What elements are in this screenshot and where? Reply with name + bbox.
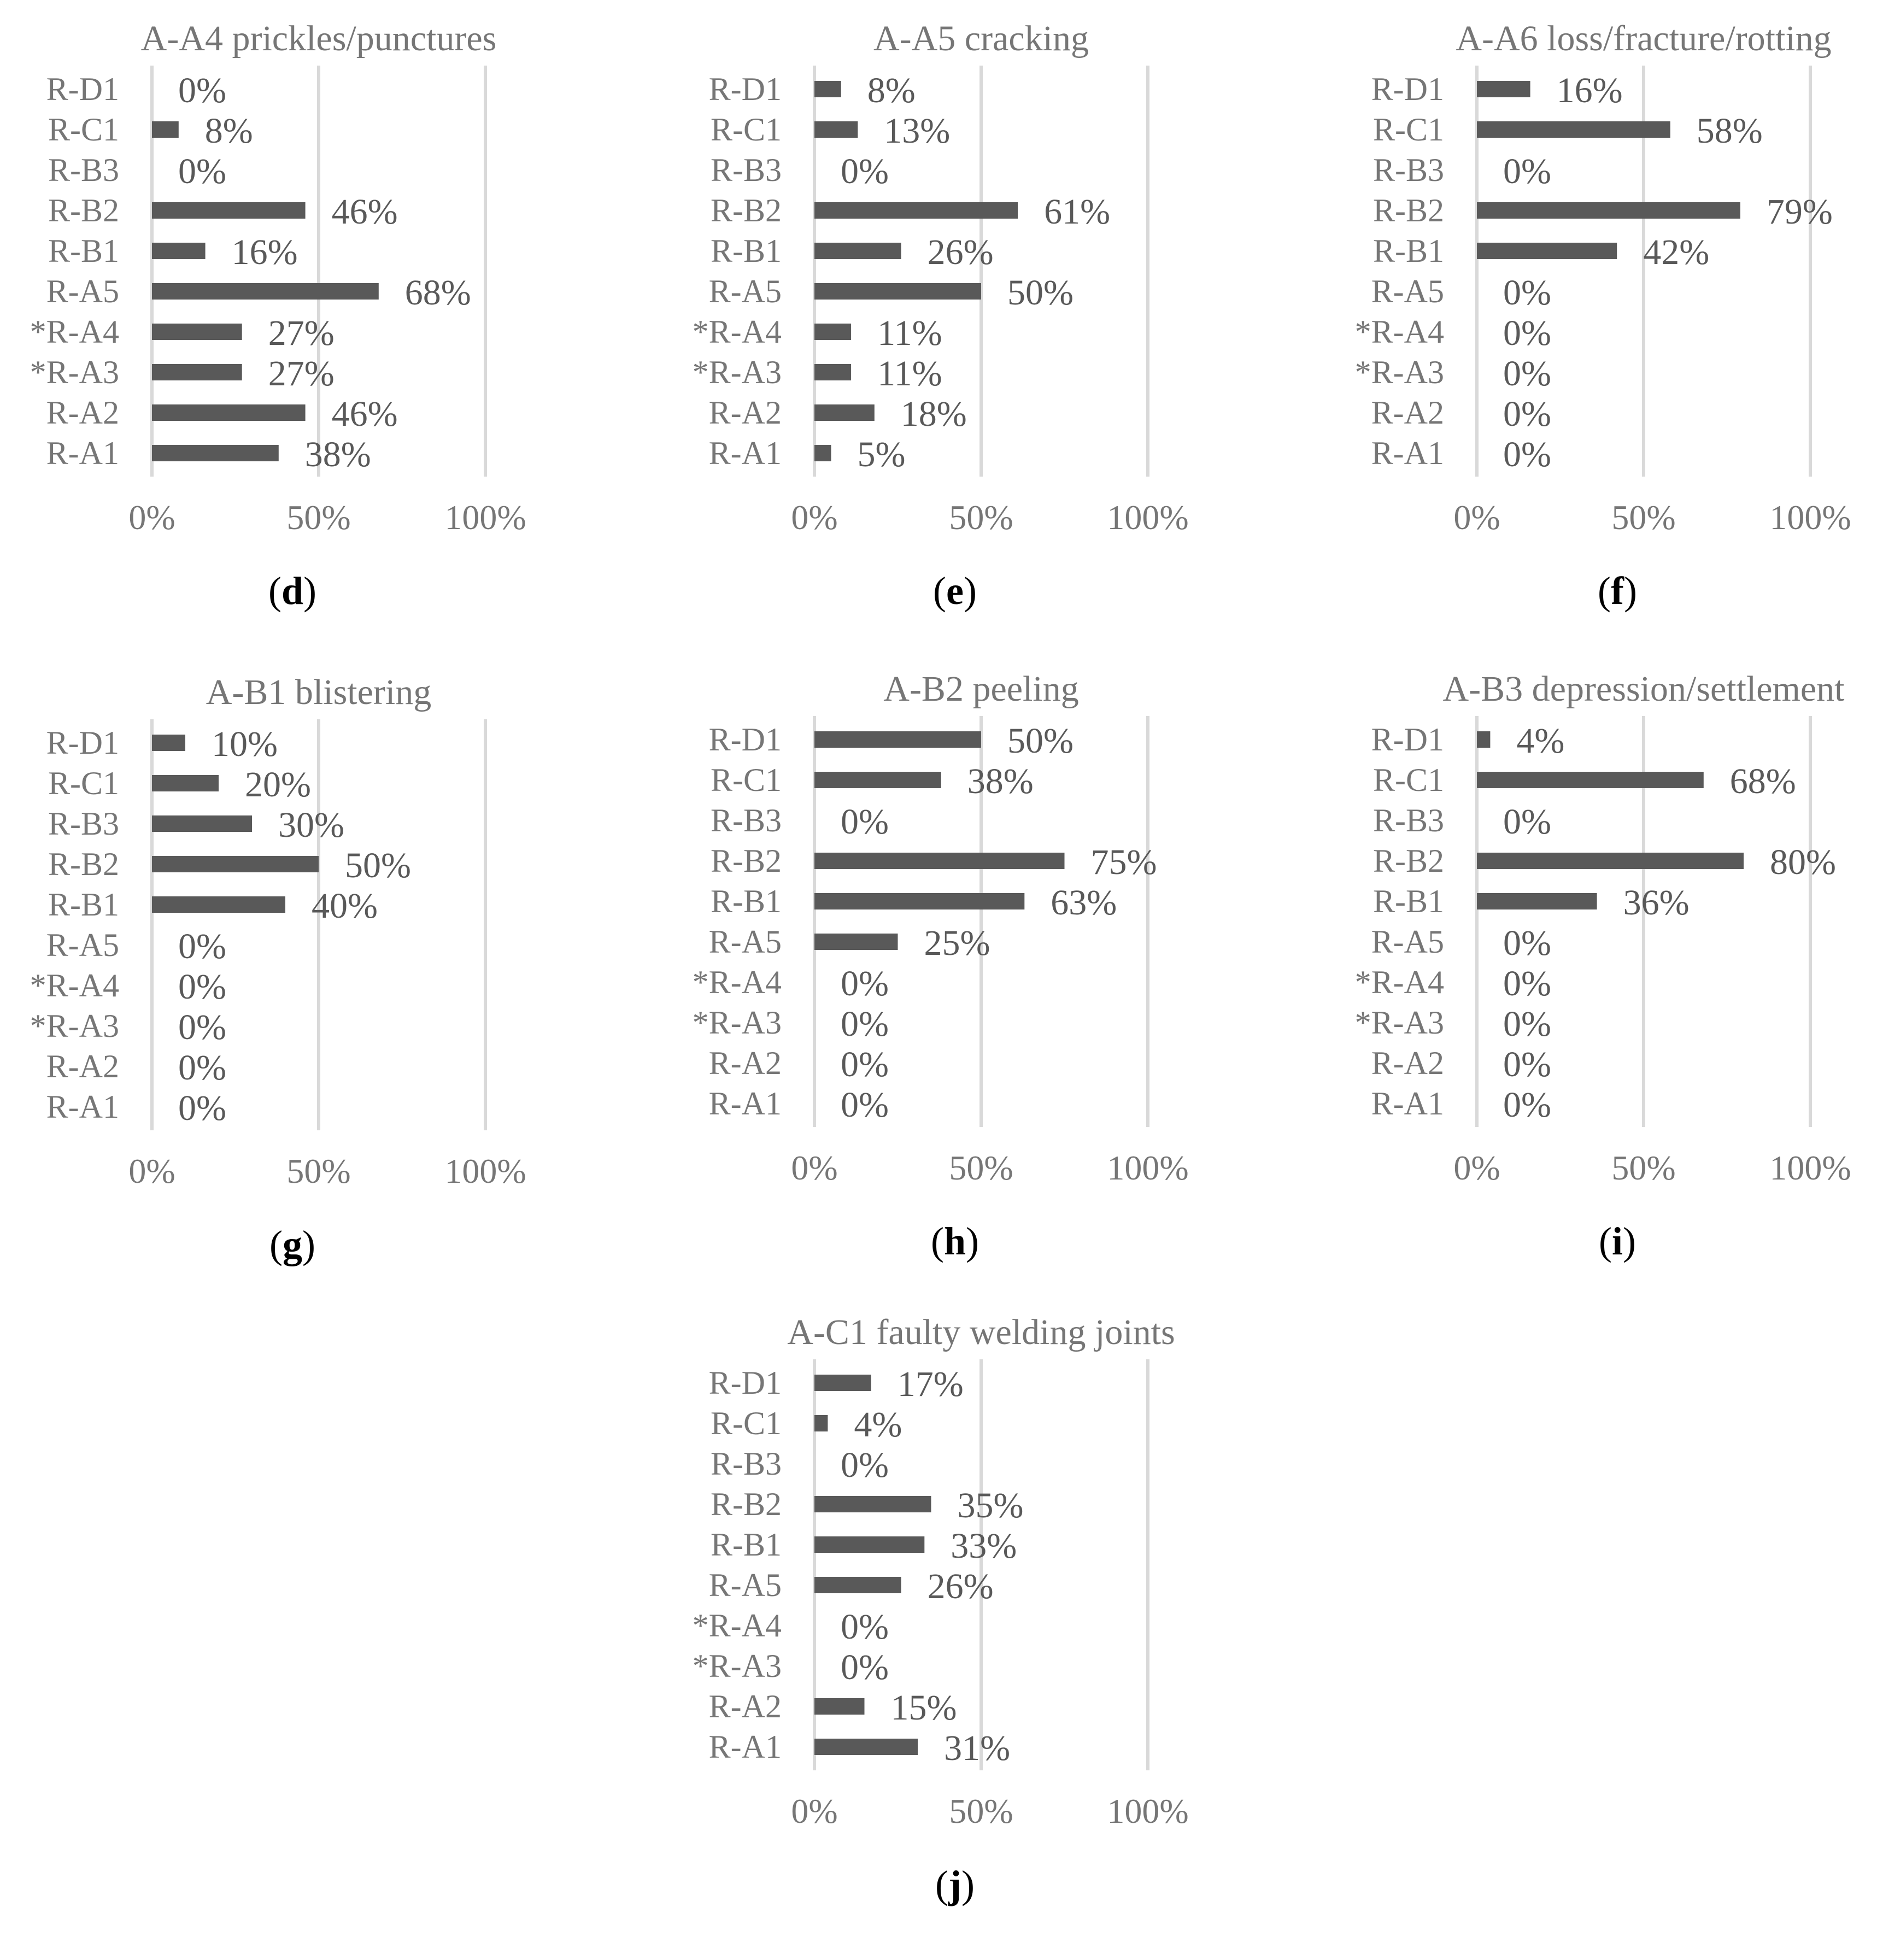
chart-title: A-B1 blistering xyxy=(206,672,432,712)
x-tick-label: 50% xyxy=(949,1148,1013,1187)
bar xyxy=(1477,772,1704,788)
category-label: R-A5 xyxy=(46,273,119,309)
category-label: R-A1 xyxy=(708,1085,782,1122)
bar xyxy=(814,1496,931,1512)
category-label: R-B2 xyxy=(710,1486,782,1522)
x-tick-label: 100% xyxy=(444,1152,526,1190)
panel-label: (i) xyxy=(1599,1219,1636,1263)
chart-panel-e xyxy=(662,0,1264,629)
bar xyxy=(152,445,279,461)
bar xyxy=(814,121,858,138)
data-label: 0% xyxy=(178,71,226,110)
data-label: 0% xyxy=(841,1044,889,1084)
category-label: R-A2 xyxy=(46,395,119,431)
category-label: R-A1 xyxy=(708,435,782,471)
chart-title: A-A6 loss/fracture/rotting xyxy=(1456,19,1832,58)
category-label: R-B3 xyxy=(1372,802,1444,838)
bar xyxy=(814,283,981,300)
category-label: *R-A4 xyxy=(1354,964,1444,1000)
category-label: R-A2 xyxy=(1371,395,1444,431)
bar xyxy=(152,364,242,380)
bar xyxy=(1477,731,1490,748)
category-label: R-B2 xyxy=(1372,192,1444,228)
x-tick-label: 50% xyxy=(949,1792,1013,1830)
x-tick-label: 0% xyxy=(128,1152,175,1190)
category-label: R-A5 xyxy=(1371,273,1444,309)
bar xyxy=(814,731,981,748)
bar xyxy=(814,1415,828,1431)
bar xyxy=(814,243,901,259)
data-label: 27% xyxy=(268,313,335,353)
category-label: R-B1 xyxy=(710,883,782,919)
category-label: *R-A4 xyxy=(692,964,782,1000)
data-label: 30% xyxy=(278,805,344,845)
x-tick-label: 100% xyxy=(444,498,526,537)
data-label: 68% xyxy=(1729,761,1796,801)
category-label: *R-A3 xyxy=(692,1005,782,1041)
data-label: 68% xyxy=(404,273,471,313)
data-label: 0% xyxy=(178,1088,226,1128)
chart-svg xyxy=(0,654,601,1282)
data-label: 26% xyxy=(927,232,994,272)
x-tick-label: 0% xyxy=(791,1792,838,1830)
category-label: R-A5 xyxy=(46,927,119,963)
category-label: R-B1 xyxy=(710,233,782,269)
bar xyxy=(152,404,306,421)
data-label: 0% xyxy=(841,1445,889,1485)
chart-svg xyxy=(1325,650,1877,1279)
data-label: 0% xyxy=(178,1007,226,1047)
category-label: *R-A4 xyxy=(692,314,782,350)
bar xyxy=(814,445,831,461)
category-label: R-A1 xyxy=(46,1089,119,1125)
bar xyxy=(814,893,1024,909)
x-tick-label: 50% xyxy=(286,1152,351,1190)
chart-svg xyxy=(1325,0,1877,629)
data-label: 11% xyxy=(877,354,942,394)
bar xyxy=(152,202,306,219)
data-label: 4% xyxy=(854,1405,902,1445)
category-label: R-A1 xyxy=(1371,435,1444,471)
category-label: R-B2 xyxy=(48,192,119,228)
data-label: 0% xyxy=(1503,923,1551,963)
x-tick-label: 50% xyxy=(1611,1148,1676,1187)
category-label: R-C1 xyxy=(1372,112,1444,148)
data-label: 5% xyxy=(857,435,906,474)
category-label: R-D1 xyxy=(708,71,782,107)
chart-title: A-B3 depression/settlement xyxy=(1442,669,1845,709)
category-label: R-B3 xyxy=(48,806,119,842)
data-label: 17% xyxy=(897,1364,964,1404)
data-label: 18% xyxy=(900,394,967,434)
data-label: 8% xyxy=(867,71,916,110)
data-label: 16% xyxy=(1556,71,1623,110)
data-label: 0% xyxy=(841,1004,889,1044)
bar xyxy=(152,815,252,832)
bar xyxy=(814,1536,924,1553)
bar xyxy=(814,934,898,950)
data-label: 27% xyxy=(268,354,335,394)
category-label: R-D1 xyxy=(1371,71,1444,107)
bar xyxy=(152,243,206,259)
category-label: R-A2 xyxy=(708,1045,782,1081)
category-label: R-A5 xyxy=(1371,924,1444,960)
data-label: 36% xyxy=(1623,883,1690,923)
category-label: R-B3 xyxy=(710,802,782,838)
category-label: *R-A3 xyxy=(692,354,782,390)
data-label: 0% xyxy=(1503,435,1551,474)
category-label: *R-A3 xyxy=(30,1008,119,1044)
x-tick-label: 100% xyxy=(1769,1148,1851,1187)
bar xyxy=(814,81,841,97)
chart-panel-i xyxy=(1325,650,1877,1279)
data-label: 11% xyxy=(877,313,942,353)
x-tick-label: 50% xyxy=(1611,498,1676,537)
bar xyxy=(1477,81,1530,97)
bar xyxy=(814,404,875,421)
data-label: 0% xyxy=(841,1607,889,1647)
category-label: R-D1 xyxy=(46,725,119,761)
data-label: 0% xyxy=(1503,273,1551,313)
chart-panel-f xyxy=(1325,0,1877,629)
category-label: R-C1 xyxy=(1372,762,1444,798)
category-label: *R-A3 xyxy=(692,1648,782,1684)
bar xyxy=(1477,893,1597,909)
category-label: R-C1 xyxy=(48,112,119,148)
category-label: R-B2 xyxy=(710,843,782,879)
data-label: 0% xyxy=(841,802,889,842)
category-label: R-C1 xyxy=(710,1405,782,1441)
bar xyxy=(814,1698,865,1715)
chart-svg xyxy=(662,0,1264,629)
category-label: *R-A4 xyxy=(30,314,119,350)
data-label: 61% xyxy=(1044,192,1111,232)
bar xyxy=(814,202,1018,219)
bar xyxy=(152,856,319,872)
category-label: R-B1 xyxy=(1372,233,1444,269)
data-label: 0% xyxy=(841,964,889,1004)
bar xyxy=(814,1577,901,1593)
panel-label: (h) xyxy=(930,1219,979,1263)
data-label: 0% xyxy=(1503,964,1551,1004)
data-label: 38% xyxy=(304,435,371,474)
category-label: *R-A3 xyxy=(1354,354,1444,390)
data-label: 50% xyxy=(345,846,411,885)
data-label: 0% xyxy=(1503,1044,1551,1084)
bar xyxy=(814,853,1065,869)
x-tick-label: 100% xyxy=(1107,1148,1189,1187)
data-label: 46% xyxy=(331,394,398,434)
category-label: R-A1 xyxy=(46,435,119,471)
category-label: R-A5 xyxy=(708,924,782,960)
data-label: 63% xyxy=(1051,883,1117,923)
category-label: R-A1 xyxy=(1371,1085,1444,1122)
bar xyxy=(1477,202,1740,219)
category-label: R-B2 xyxy=(48,846,119,882)
x-tick-label: 0% xyxy=(1453,1148,1500,1187)
x-tick-label: 100% xyxy=(1107,1792,1189,1830)
bar xyxy=(152,324,242,340)
category-label: R-B3 xyxy=(1372,152,1444,188)
bar xyxy=(152,775,219,791)
chart-title: A-A4 prickles/punctures xyxy=(140,19,497,58)
data-label: 0% xyxy=(1503,151,1551,191)
data-label: 0% xyxy=(841,151,889,191)
data-label: 42% xyxy=(1643,232,1710,272)
bar xyxy=(1477,243,1617,259)
category-label: R-B1 xyxy=(710,1527,782,1563)
data-label: 31% xyxy=(944,1728,1011,1768)
data-label: 0% xyxy=(1503,394,1551,434)
data-label: 38% xyxy=(967,761,1034,801)
category-label: R-A2 xyxy=(708,395,782,431)
panel-label: (e) xyxy=(933,569,977,613)
data-label: 0% xyxy=(841,1647,889,1687)
category-label: R-B3 xyxy=(48,152,119,188)
chart-title: A-A5 cracking xyxy=(873,19,1089,58)
data-label: 0% xyxy=(178,151,226,191)
bar xyxy=(1477,121,1670,138)
bar xyxy=(814,1375,871,1391)
category-label: R-B2 xyxy=(710,192,782,228)
category-label: R-A2 xyxy=(46,1048,119,1084)
bar xyxy=(152,283,379,300)
category-label: R-D1 xyxy=(708,721,782,758)
category-label: R-B1 xyxy=(1372,883,1444,919)
category-label: R-C1 xyxy=(710,112,782,148)
category-label: *R-A4 xyxy=(1354,314,1444,350)
bar xyxy=(1477,853,1744,869)
x-tick-label: 50% xyxy=(949,498,1013,537)
data-label: 26% xyxy=(927,1566,994,1606)
data-label: 79% xyxy=(1766,192,1833,232)
data-label: 20% xyxy=(245,765,311,805)
category-label: R-D1 xyxy=(46,71,119,107)
data-label: 0% xyxy=(178,926,226,966)
data-label: 13% xyxy=(884,111,951,151)
data-label: 0% xyxy=(1503,802,1551,842)
x-tick-label: 0% xyxy=(1453,498,1500,537)
x-tick-label: 0% xyxy=(128,498,175,537)
data-label: 33% xyxy=(951,1526,1017,1566)
bar xyxy=(814,324,851,340)
chart-panel-h xyxy=(662,650,1264,1279)
data-label: 4% xyxy=(1516,721,1565,761)
panel-label: (g) xyxy=(269,1223,315,1266)
data-label: 50% xyxy=(1007,273,1074,313)
category-label: R-B3 xyxy=(710,152,782,188)
x-tick-label: 0% xyxy=(791,498,838,537)
data-label: 0% xyxy=(178,1048,226,1088)
x-tick-label: 0% xyxy=(791,1148,838,1187)
chart-svg xyxy=(662,1294,1264,1922)
data-label: 0% xyxy=(841,1085,889,1125)
category-label: R-A2 xyxy=(1371,1045,1444,1081)
data-label: 0% xyxy=(1503,1004,1551,1044)
data-label: 16% xyxy=(231,232,298,272)
bar xyxy=(814,772,941,788)
category-label: R-B1 xyxy=(48,233,119,269)
panel-label: (f) xyxy=(1598,569,1637,613)
chart-svg xyxy=(662,650,1264,1279)
data-label: 46% xyxy=(331,192,398,232)
category-label: R-A2 xyxy=(708,1688,782,1724)
chart-panel-d xyxy=(0,0,601,629)
category-label: R-D1 xyxy=(708,1365,782,1401)
data-label: 0% xyxy=(1503,1085,1551,1125)
data-label: 50% xyxy=(1007,721,1074,761)
bar xyxy=(814,1739,918,1755)
category-label: *R-A3 xyxy=(1354,1005,1444,1041)
chart-title: A-B2 peeling xyxy=(883,669,1079,709)
data-label: 58% xyxy=(1696,111,1763,151)
data-label: 80% xyxy=(1770,842,1836,882)
data-label: 40% xyxy=(312,886,378,926)
bar xyxy=(152,121,179,138)
category-label: R-C1 xyxy=(48,765,119,801)
data-label: 25% xyxy=(924,923,990,963)
category-label: R-A5 xyxy=(708,1567,782,1603)
category-label: *R-A4 xyxy=(30,967,119,1004)
data-label: 0% xyxy=(1503,354,1551,394)
category-label: *R-A3 xyxy=(30,354,119,390)
category-label: R-B3 xyxy=(710,1446,782,1482)
data-label: 75% xyxy=(1090,842,1157,882)
category-label: R-D1 xyxy=(1371,721,1444,758)
panel-label: (j) xyxy=(935,1863,975,1906)
category-label: *R-A4 xyxy=(692,1607,782,1644)
x-tick-label: 100% xyxy=(1769,498,1851,537)
chart-panel-j xyxy=(662,1294,1264,1922)
category-label: R-A5 xyxy=(708,273,782,309)
chart-svg xyxy=(0,0,601,629)
data-label: 0% xyxy=(1503,313,1551,353)
chart-panel-g xyxy=(0,654,601,1282)
x-tick-label: 50% xyxy=(286,498,351,537)
x-tick-label: 100% xyxy=(1107,498,1189,537)
data-label: 15% xyxy=(890,1688,957,1728)
data-label: 0% xyxy=(178,967,226,1007)
category-label: R-B1 xyxy=(48,887,119,923)
chart-title: A-C1 faulty welding joints xyxy=(787,1312,1175,1352)
bar xyxy=(814,364,851,380)
category-label: R-C1 xyxy=(710,762,782,798)
category-label: R-B2 xyxy=(1372,843,1444,879)
category-label: R-A1 xyxy=(708,1729,782,1765)
data-label: 10% xyxy=(212,724,278,764)
bar xyxy=(152,896,285,913)
data-label: 8% xyxy=(204,111,253,151)
bar xyxy=(152,735,185,751)
panel-label: (d) xyxy=(268,569,317,613)
data-label: 35% xyxy=(957,1486,1024,1525)
